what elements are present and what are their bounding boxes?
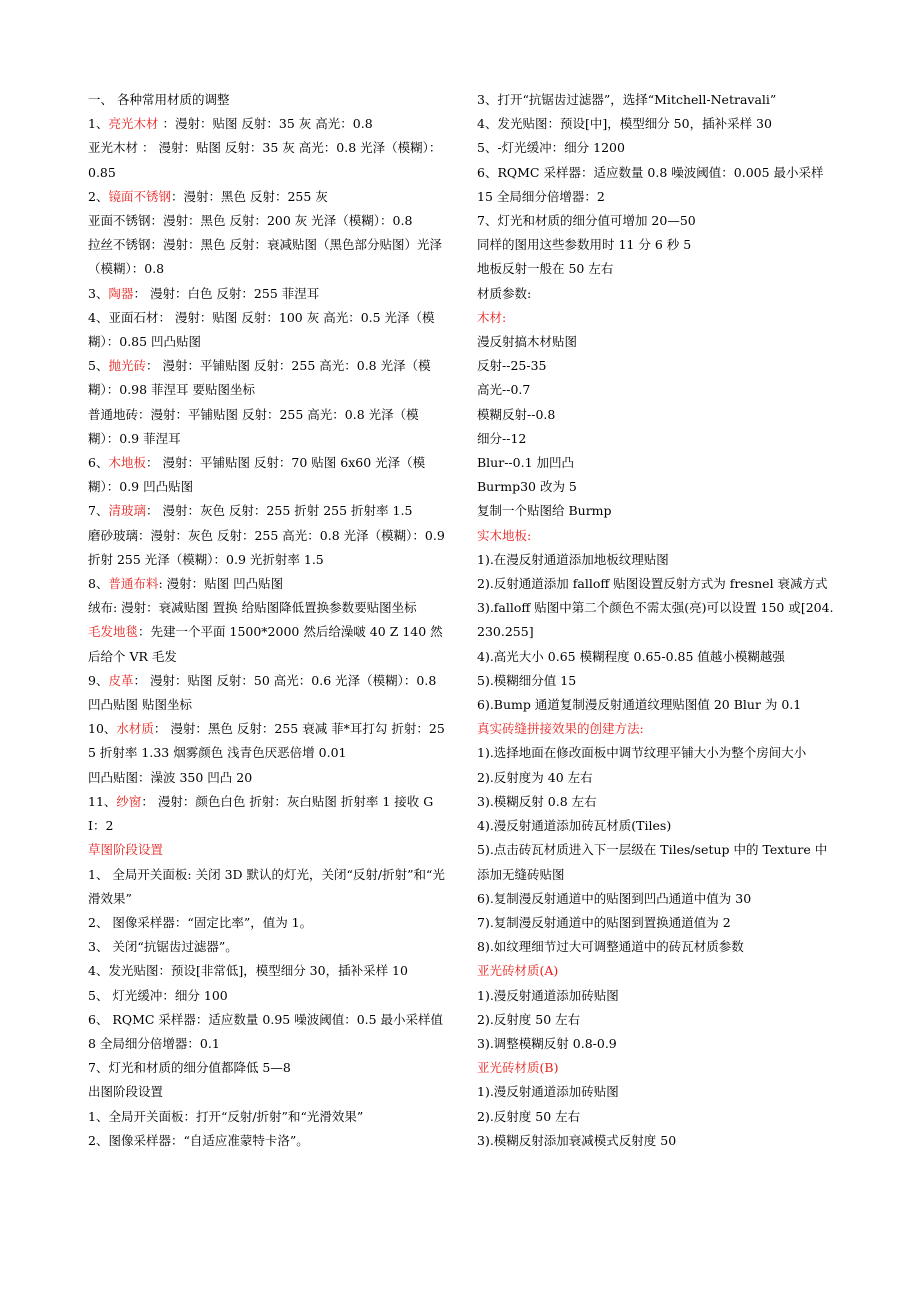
- line-text: 3).模糊反射添加衰减模式反射度 50: [477, 1132, 677, 1148]
- line-text: 5).点击砖瓦材质进入下一层级在 Tiles/setup 中的 Texture 中添加无缝砖贴图: [477, 842, 828, 882]
- text-line: [88, 209, 448, 233]
- text-line: [477, 645, 835, 669]
- text-line: [88, 1056, 448, 1080]
- text-line: [477, 911, 835, 935]
- line-text: 5、 灯光缓冲：细分 100: [88, 987, 228, 1003]
- line-text: ：漫射：黑色 反射：255 灰: [170, 188, 328, 204]
- line-text: 5).模糊细分值 15: [477, 672, 577, 688]
- line-text: 1、全局开关面板：打开“反射/折射”和“光滑效果”: [88, 1108, 364, 1124]
- text-line: [88, 233, 448, 281]
- highlighted-term: 亚光砖材质(A): [477, 963, 559, 979]
- text-line: [477, 838, 835, 886]
- item-number: 10、: [88, 721, 117, 737]
- line-text: 1).在漫反射通道添加地板纹理贴图: [477, 551, 669, 567]
- line-text: 3、 关闭“抗锯齿过滤器”。: [88, 939, 238, 955]
- text-line: [477, 984, 835, 1008]
- highlighted-term: 真实砖缝拼接效果的创建方法:: [477, 721, 644, 737]
- text-line: [477, 282, 835, 306]
- text-line: [477, 209, 835, 233]
- text-line: [88, 282, 448, 306]
- text-line: [88, 935, 448, 959]
- line-text: 2).反射度为 40 左右: [477, 769, 593, 785]
- item-number: 11、: [88, 793, 117, 809]
- line-text: 漫反射搞木材贴图: [477, 334, 578, 350]
- highlighted-term: 清玻璃: [108, 503, 146, 519]
- text-line: [477, 1056, 835, 1080]
- highlighted-term: 实木地板:: [477, 527, 532, 543]
- line-text: 普通地砖：漫射：平铺贴图 反射：255 高光：0.8 光泽（模糊）：0.9 菲涅耳: [88, 406, 419, 446]
- text-line: [477, 257, 835, 281]
- text-line: [477, 1105, 835, 1129]
- line-text: 拉丝不锈钢：漫射：黑色 反射：衰减贴图（黑色部分贴图）光泽（模糊）：0.8: [88, 237, 442, 277]
- text-line: [477, 766, 835, 790]
- highlighted-term: 亚光砖材质(B): [477, 1060, 559, 1076]
- line-text: ：先建一个平面 1500*2000 然后给澡啵 40 Z 140 然后给个 VR 毛发: [88, 624, 443, 664]
- text-line: [477, 475, 835, 499]
- line-text: ： 漫射：贴图 反射：50 高光：0.6 光泽（模糊）：0.8 凹凸贴图 贴图坐标: [88, 672, 437, 713]
- highlighted-term: 镜面不锈钢: [108, 188, 171, 204]
- highlighted-term: 纱窗: [116, 793, 142, 809]
- line-text: 地板反射一般在 50 左右: [477, 261, 614, 277]
- line-text: 2).反射通道添加 falloff 贴图设置反射方式为 fresnel 衰减方式: [477, 576, 828, 592]
- highlighted-term: 抛光砖: [108, 358, 146, 374]
- line-text: 2、图像采样器：“自适应准蒙特卡洛”。: [88, 1132, 309, 1148]
- text-line: [88, 790, 448, 838]
- text-line: [88, 717, 448, 765]
- text-line: [477, 88, 835, 112]
- text-line: [88, 766, 448, 790]
- text-line: [477, 354, 835, 378]
- line-text: 4、发光贴图：预设[非常低]，模型细分 30，插补采样 10: [88, 963, 408, 979]
- line-text: 1).选择地面在修改面板中调节纹理平铺大小为整个房间大小: [477, 745, 807, 761]
- line-text: 1).漫反射通道添加砖贴图: [477, 987, 619, 1003]
- line-text: 磨砂玻璃：漫射：灰色 反射：255 高光：0.8 光泽（模糊）：0.9: [88, 527, 445, 543]
- line-text: 4).漫反射通道添加砖瓦材质(Tiles): [477, 818, 672, 834]
- text-line: [477, 814, 835, 838]
- line-text: 3).模糊反射 0.8 左右: [477, 793, 597, 809]
- line-text: 绒布: 漫射：衰减贴图 置换 给贴图降低置换参数要贴图坐标: [88, 600, 417, 616]
- text-line: [88, 88, 448, 112]
- text-line: [88, 1129, 448, 1153]
- text-line: [88, 838, 448, 862]
- text-line: [477, 548, 835, 572]
- text-line: [477, 427, 835, 451]
- line-text: 3、打开“抗锯齿过滤器”，选择“Mitchell-Netravali”: [477, 92, 777, 107]
- highlighted-term: 木地板: [108, 455, 146, 471]
- line-text: 4、亚面石材： 漫射：贴图 反射：100 灰 高光：0.5 光泽（模糊）：0.85 凹凸贴图: [88, 309, 435, 350]
- line-text: 高光--0.7: [477, 382, 531, 398]
- line-text: 6、RQMC 采样器：适应数量 0.8 噪波阈值：0.005 最小采样 15 全局细分倍增器：2: [477, 164, 824, 204]
- text-line: [88, 548, 448, 572]
- line-text: 6).复制漫反射通道中的贴图到凹凸通道中值为 30: [477, 890, 752, 906]
- text-line: [477, 1032, 835, 1056]
- text-line: [477, 524, 835, 548]
- text-line: [477, 161, 835, 209]
- line-text: Burmp30 改为 5: [477, 479, 577, 495]
- line-text: 7).复制漫反射通道中的贴图到置换通道值为 2: [477, 914, 731, 930]
- line-text: ： 漫射：颜色白色 折射：灰白贴图 折射率 1 接收 GI：2: [88, 793, 434, 834]
- text-line: [88, 959, 448, 983]
- line-text: 模糊反射--0.8: [477, 406, 556, 422]
- line-text: 出图阶段设置: [88, 1084, 164, 1100]
- line-text: 6).Bump 通道复制漫反射通道纹理贴图值 20 Blur 为 0.1: [477, 697, 802, 713]
- item-number: 3、: [88, 285, 109, 301]
- item-number: 7、: [88, 503, 109, 519]
- line-text: 4、发光贴图：预设[中]，模型细分 50，插补采样 30: [477, 116, 772, 132]
- text-line: [477, 233, 835, 257]
- text-line: [88, 863, 448, 911]
- line-text: ： 漫射：白色 反射：255 菲涅耳: [133, 285, 320, 301]
- text-line: [88, 354, 448, 402]
- line-text: 折射 255 光泽（模糊）：0.9 光折射率 1.5: [88, 551, 324, 567]
- text-line: [477, 403, 835, 427]
- text-line: [88, 451, 448, 499]
- line-text: 8).如纹理细节过大可调整通道中的砖瓦材质参数: [477, 939, 744, 955]
- line-text: : 漫射：贴图 凹凸贴图: [158, 576, 284, 592]
- text-line: [88, 1080, 448, 1104]
- right-column: [477, 88, 835, 1153]
- text-line: [88, 306, 448, 354]
- text-line: [477, 790, 835, 814]
- text-line: [88, 185, 448, 209]
- highlighted-term: 亮光木材: [108, 116, 159, 132]
- item-number: 2、: [88, 188, 109, 204]
- line-text: 亚光木材 ： 漫射：贴图 反射：35 灰 高光：0.8 光泽（模糊）：0.85: [88, 140, 442, 180]
- text-line: [88, 499, 448, 523]
- text-line: [477, 596, 835, 644]
- text-line: [477, 1129, 835, 1153]
- text-line: [88, 112, 448, 136]
- text-line: [477, 959, 835, 983]
- highlighted-term: 皮革: [108, 672, 134, 688]
- text-line: [477, 669, 835, 693]
- text-line: [477, 572, 835, 596]
- text-line: [477, 717, 835, 741]
- text-line: [477, 741, 835, 765]
- text-line: [88, 1008, 448, 1056]
- text-line: [477, 378, 835, 402]
- text-line: [88, 572, 448, 596]
- left-column: [88, 88, 448, 1153]
- item-number: 1、: [88, 116, 109, 132]
- text-line: [477, 499, 835, 523]
- line-text: 亚面不锈钢：漫射：黑色 反射：200 灰 光泽（模糊）：0.8: [88, 213, 413, 229]
- item-number: 5、: [88, 358, 109, 374]
- highlighted-term: 陶器: [108, 285, 134, 301]
- text-line: [477, 693, 835, 717]
- line-text: 2).反射度 50 左右: [477, 1011, 581, 1027]
- text-line: [88, 669, 448, 717]
- highlighted-term: 木材:: [477, 309, 507, 325]
- line-text: ： 漫射：灰色 反射：255 折射 255 折射率 1.5: [145, 503, 413, 519]
- text-line: [477, 451, 835, 475]
- line-text: 反射--25-35: [477, 358, 547, 374]
- line-text: 6、 RQMC 采样器：适应数量 0.95 噪波阈值：0.5 最小采样值 8 全局细分倍增器：0.1: [88, 1011, 444, 1051]
- text-line: [88, 403, 448, 451]
- line-text: 材质参数:: [477, 285, 532, 301]
- line-text: Blur--0.1 加凹凸: [477, 455, 575, 471]
- line-text: ： 漫射：平铺贴图 反射：255 高光：0.8 光泽（模糊）：0.98 菲涅耳 要贴图坐标: [88, 358, 431, 398]
- line-text: 复制一个贴图给 Burmp: [477, 503, 612, 519]
- text-line: [477, 935, 835, 959]
- highlighted-term: 水材质: [116, 721, 154, 737]
- line-text: 3).falloff 贴图中第二个颜色不需太强(亮)可以设置 150 或[204.230.255]: [477, 600, 834, 640]
- text-line: [477, 887, 835, 911]
- text-line: [477, 330, 835, 354]
- line-text: 一、 各种常用材质的调整: [88, 92, 230, 107]
- text-line: [88, 1105, 448, 1129]
- line-text: 7、灯光和材质的细分值可增加 20—50: [477, 213, 696, 229]
- text-line: [477, 112, 835, 136]
- line-text: 2).反射度 50 左右: [477, 1108, 581, 1124]
- text-line: [88, 524, 448, 548]
- line-text: 3).调整模糊反射 0.8-0.9: [477, 1035, 617, 1051]
- line-text: 1、 全局开关面板: 关闭 3D 默认的灯光，关闭“反射/折射”和“光滑效果”: [88, 866, 445, 906]
- line-text: 7、灯光和材质的细分值都降低 5—8: [88, 1060, 291, 1076]
- highlighted-term: 草图阶段设置: [88, 842, 164, 858]
- highlighted-term: 普通布料: [108, 576, 159, 592]
- line-text: 5、-灯光缓冲：细分 1200: [477, 140, 625, 156]
- line-text: 2、 图像采样器：“固定比率”，值为 1。: [88, 914, 313, 930]
- text-line: [88, 911, 448, 935]
- line-text: ：漫射：贴图 反射：35 灰 高光：0.8: [158, 116, 373, 132]
- item-number: 8、: [88, 576, 109, 592]
- text-line: [88, 136, 448, 184]
- line-text: 细分--12: [477, 430, 527, 446]
- line-text: ： 漫射：黑色 反射：255 衰减 菲*耳打勾 折射：255 折射率 1.33 烟雾颜色 浅青色厌恶倍增 0.01: [88, 721, 445, 761]
- text-line: [477, 306, 835, 330]
- line-text: 同样的图用这些参数用时 11 分 6 秒 5: [477, 237, 692, 253]
- text-line: [88, 984, 448, 1008]
- line-text: 1).漫反射通道添加砖贴图: [477, 1084, 619, 1100]
- line-text: 4).高光大小 0.65 模糊程度 0.65-0.85 值越小模糊越强: [477, 648, 785, 664]
- item-number: 9、: [88, 672, 109, 688]
- text-line: [477, 1008, 835, 1032]
- text-line: [477, 1080, 835, 1104]
- text-line: [88, 596, 448, 620]
- highlighted-term: 毛发地毯: [88, 624, 139, 640]
- line-text: 凹凸贴图：澡波 350 凹凸 20: [88, 769, 253, 785]
- line-text: ： 漫射：平铺贴图 反射：70 贴图 6x60 光泽（模糊）：0.9 凹凸贴图: [88, 455, 426, 495]
- item-number: 6、: [88, 455, 109, 471]
- text-line: [88, 620, 448, 668]
- text-line: [477, 136, 835, 160]
